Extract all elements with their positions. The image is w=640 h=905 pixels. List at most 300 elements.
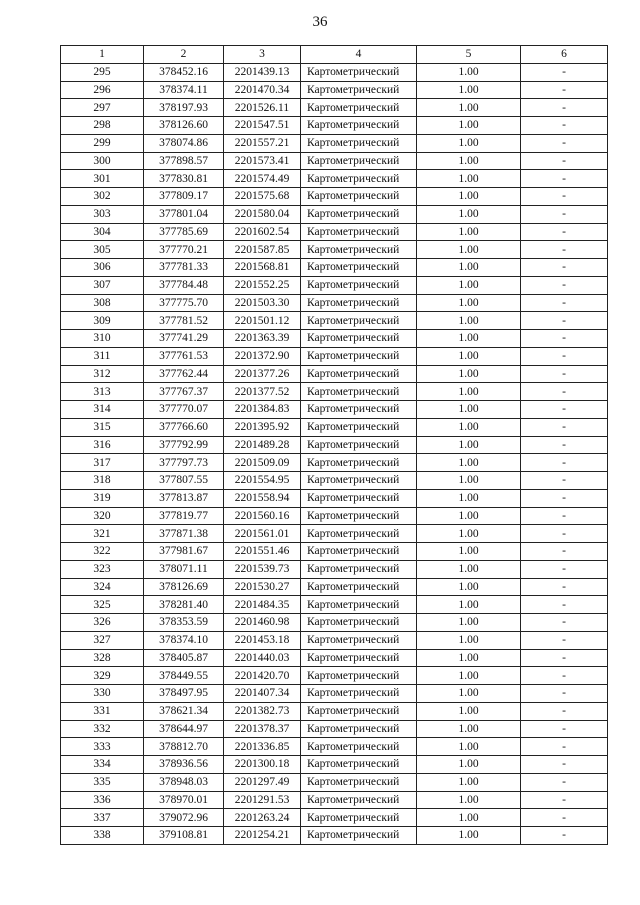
- y-coordinate-cell: 2201509.09: [224, 454, 301, 472]
- accuracy-cell: 1.00: [417, 205, 521, 223]
- note-cell: -: [521, 188, 608, 206]
- note-cell: -: [521, 117, 608, 135]
- method-cell: Картометрический: [301, 436, 417, 454]
- note-cell: -: [521, 720, 608, 738]
- accuracy-cell: 1.00: [417, 720, 521, 738]
- note-cell: -: [521, 631, 608, 649]
- point-number-cell: 311: [61, 347, 144, 365]
- method-cell: Картометрический: [301, 63, 417, 81]
- note-cell: -: [521, 472, 608, 490]
- point-number-cell: 297: [61, 99, 144, 117]
- method-cell: Картометрический: [301, 702, 417, 720]
- point-number-cell: 306: [61, 259, 144, 277]
- point-number-cell: 337: [61, 809, 144, 827]
- point-number-cell: 304: [61, 223, 144, 241]
- x-coordinate-cell: 378936.56: [144, 756, 224, 774]
- x-coordinate-cell: 378374.10: [144, 631, 224, 649]
- table-row: [61, 631, 608, 649]
- table-row: [61, 436, 608, 454]
- point-number-cell: 316: [61, 436, 144, 454]
- note-cell: -: [521, 685, 608, 703]
- point-number-cell: 298: [61, 117, 144, 135]
- point-number-cell: 299: [61, 134, 144, 152]
- table-row: [61, 152, 608, 170]
- point-number-cell: 317: [61, 454, 144, 472]
- column-header: 6: [521, 46, 608, 64]
- method-cell: Картометрический: [301, 241, 417, 259]
- point-number-cell: 310: [61, 330, 144, 348]
- y-coordinate-cell: 2201384.83: [224, 401, 301, 419]
- method-cell: Картометрический: [301, 401, 417, 419]
- point-number-cell: 295: [61, 63, 144, 81]
- accuracy-cell: 1.00: [417, 809, 521, 827]
- y-coordinate-cell: 2201574.49: [224, 170, 301, 188]
- point-number-cell: 321: [61, 525, 144, 543]
- x-coordinate-cell: 378812.70: [144, 738, 224, 756]
- note-cell: -: [521, 578, 608, 596]
- accuracy-cell: 1.00: [417, 241, 521, 259]
- point-number-cell: 296: [61, 81, 144, 99]
- x-coordinate-cell: 377807.55: [144, 472, 224, 490]
- table-row: [61, 134, 608, 152]
- method-cell: Картометрический: [301, 188, 417, 206]
- note-cell: -: [521, 401, 608, 419]
- y-coordinate-cell: 2201501.12: [224, 312, 301, 330]
- method-cell: Картометрический: [301, 383, 417, 401]
- method-cell: Картометрический: [301, 312, 417, 330]
- table-row: [61, 170, 608, 188]
- method-cell: Картометрический: [301, 614, 417, 632]
- table-row: [61, 560, 608, 578]
- method-cell: Картометрический: [301, 738, 417, 756]
- point-number-cell: 326: [61, 614, 144, 632]
- x-coordinate-cell: 377781.52: [144, 312, 224, 330]
- point-number-cell: 320: [61, 507, 144, 525]
- note-cell: -: [521, 330, 608, 348]
- column-header: 5: [417, 46, 521, 64]
- note-cell: -: [521, 809, 608, 827]
- accuracy-cell: 1.00: [417, 276, 521, 294]
- y-coordinate-cell: 2201300.18: [224, 756, 301, 774]
- x-coordinate-cell: 378074.86: [144, 134, 224, 152]
- accuracy-cell: 1.00: [417, 649, 521, 667]
- method-cell: Картометрический: [301, 596, 417, 614]
- note-cell: -: [521, 649, 608, 667]
- method-cell: Картометрический: [301, 667, 417, 685]
- method-cell: Картометрический: [301, 454, 417, 472]
- method-cell: Картометрический: [301, 827, 417, 845]
- table-row: [61, 667, 608, 685]
- y-coordinate-cell: 2201547.51: [224, 117, 301, 135]
- y-coordinate-cell: 2201551.46: [224, 543, 301, 561]
- y-coordinate-cell: 2201297.49: [224, 773, 301, 791]
- point-number-cell: 336: [61, 791, 144, 809]
- table-row: [61, 827, 608, 845]
- y-coordinate-cell: 2201526.11: [224, 99, 301, 117]
- x-coordinate-cell: 377819.77: [144, 507, 224, 525]
- point-number-cell: 318: [61, 472, 144, 490]
- y-coordinate-cell: 2201254.21: [224, 827, 301, 845]
- table-row: [61, 685, 608, 703]
- method-cell: Картометрический: [301, 205, 417, 223]
- y-coordinate-cell: 2201372.90: [224, 347, 301, 365]
- table-row: [61, 330, 608, 348]
- note-cell: -: [521, 241, 608, 259]
- note-cell: -: [521, 614, 608, 632]
- method-cell: Картометрический: [301, 791, 417, 809]
- table-row: [61, 489, 608, 507]
- point-number-cell: 334: [61, 756, 144, 774]
- y-coordinate-cell: 2201568.81: [224, 259, 301, 277]
- y-coordinate-cell: 2201377.52: [224, 383, 301, 401]
- note-cell: -: [521, 436, 608, 454]
- point-number-cell: 329: [61, 667, 144, 685]
- accuracy-cell: 1.00: [417, 223, 521, 241]
- method-cell: Картометрический: [301, 276, 417, 294]
- y-coordinate-cell: 2201573.41: [224, 152, 301, 170]
- accuracy-cell: 1.00: [417, 347, 521, 365]
- point-number-cell: 307: [61, 276, 144, 294]
- table-row: [61, 525, 608, 543]
- point-number-cell: 313: [61, 383, 144, 401]
- y-coordinate-cell: 2201336.85: [224, 738, 301, 756]
- accuracy-cell: 1.00: [417, 667, 521, 685]
- point-number-cell: 305: [61, 241, 144, 259]
- accuracy-cell: 1.00: [417, 152, 521, 170]
- method-cell: Картометрический: [301, 489, 417, 507]
- method-cell: Картометрический: [301, 418, 417, 436]
- note-cell: -: [521, 827, 608, 845]
- accuracy-cell: 1.00: [417, 330, 521, 348]
- x-coordinate-cell: 377792.99: [144, 436, 224, 454]
- method-cell: Картометрический: [301, 685, 417, 703]
- table-header-row: [61, 46, 608, 64]
- x-coordinate-cell: 379072.96: [144, 809, 224, 827]
- x-coordinate-cell: 377981.67: [144, 543, 224, 561]
- x-coordinate-cell: 377767.37: [144, 383, 224, 401]
- method-cell: Картометрический: [301, 472, 417, 490]
- x-coordinate-cell: 378281.40: [144, 596, 224, 614]
- table-row: [61, 809, 608, 827]
- y-coordinate-cell: 2201530.27: [224, 578, 301, 596]
- table-row: [61, 472, 608, 490]
- y-coordinate-cell: 2201420.70: [224, 667, 301, 685]
- accuracy-cell: 1.00: [417, 560, 521, 578]
- x-coordinate-cell: 377775.70: [144, 294, 224, 312]
- point-number-cell: 301: [61, 170, 144, 188]
- accuracy-cell: 1.00: [417, 383, 521, 401]
- y-coordinate-cell: 2201291.53: [224, 791, 301, 809]
- note-cell: -: [521, 170, 608, 188]
- table-row: [61, 756, 608, 774]
- y-coordinate-cell: 2201558.94: [224, 489, 301, 507]
- table-row: [61, 117, 608, 135]
- x-coordinate-cell: 379108.81: [144, 827, 224, 845]
- method-cell: Картометрический: [301, 99, 417, 117]
- point-number-cell: 324: [61, 578, 144, 596]
- x-coordinate-cell: 377797.73: [144, 454, 224, 472]
- accuracy-cell: 1.00: [417, 543, 521, 561]
- y-coordinate-cell: 2201453.18: [224, 631, 301, 649]
- point-number-cell: 312: [61, 365, 144, 383]
- y-coordinate-cell: 2201557.21: [224, 134, 301, 152]
- table-row: [61, 454, 608, 472]
- table-row: [61, 543, 608, 561]
- x-coordinate-cell: 378497.95: [144, 685, 224, 703]
- y-coordinate-cell: 2201503.30: [224, 294, 301, 312]
- point-number-cell: 328: [61, 649, 144, 667]
- point-number-cell: 302: [61, 188, 144, 206]
- note-cell: -: [521, 223, 608, 241]
- y-coordinate-cell: 2201575.68: [224, 188, 301, 206]
- method-cell: Картометрический: [301, 347, 417, 365]
- note-cell: -: [521, 507, 608, 525]
- table-row: [61, 702, 608, 720]
- method-cell: Картометрический: [301, 294, 417, 312]
- x-coordinate-cell: 378126.69: [144, 578, 224, 596]
- point-number-cell: 335: [61, 773, 144, 791]
- method-cell: Картометрический: [301, 330, 417, 348]
- x-coordinate-cell: 378126.60: [144, 117, 224, 135]
- point-number-cell: 303: [61, 205, 144, 223]
- point-number-cell: 330: [61, 685, 144, 703]
- x-coordinate-cell: 378353.59: [144, 614, 224, 632]
- method-cell: Картометрический: [301, 525, 417, 543]
- accuracy-cell: 1.00: [417, 791, 521, 809]
- table-row: [61, 649, 608, 667]
- accuracy-cell: 1.00: [417, 756, 521, 774]
- table-row: [61, 188, 608, 206]
- column-header: 4: [301, 46, 417, 64]
- note-cell: -: [521, 365, 608, 383]
- point-number-cell: 314: [61, 401, 144, 419]
- point-number-cell: 323: [61, 560, 144, 578]
- point-number-cell: 319: [61, 489, 144, 507]
- method-cell: Картометрический: [301, 578, 417, 596]
- method-cell: Картометрический: [301, 152, 417, 170]
- x-coordinate-cell: 377781.33: [144, 259, 224, 277]
- y-coordinate-cell: 2201440.03: [224, 649, 301, 667]
- accuracy-cell: 1.00: [417, 738, 521, 756]
- accuracy-cell: 1.00: [417, 436, 521, 454]
- table-row: [61, 578, 608, 596]
- x-coordinate-cell: 378644.97: [144, 720, 224, 738]
- x-coordinate-cell: 378970.01: [144, 791, 224, 809]
- method-cell: Картометрический: [301, 134, 417, 152]
- point-number-cell: 308: [61, 294, 144, 312]
- x-coordinate-cell: 377741.29: [144, 330, 224, 348]
- point-number-cell: 338: [61, 827, 144, 845]
- point-number-cell: 309: [61, 312, 144, 330]
- method-cell: Картометрический: [301, 117, 417, 135]
- y-coordinate-cell: 2201554.95: [224, 472, 301, 490]
- note-cell: -: [521, 312, 608, 330]
- note-cell: -: [521, 259, 608, 277]
- method-cell: Картометрический: [301, 756, 417, 774]
- note-cell: -: [521, 543, 608, 561]
- table-row: [61, 312, 608, 330]
- accuracy-cell: 1.00: [417, 827, 521, 845]
- note-cell: -: [521, 596, 608, 614]
- method-cell: Картометрический: [301, 773, 417, 791]
- accuracy-cell: 1.00: [417, 702, 521, 720]
- accuracy-cell: 1.00: [417, 472, 521, 490]
- method-cell: Картометрический: [301, 259, 417, 277]
- note-cell: -: [521, 294, 608, 312]
- column-header: 3: [224, 46, 301, 64]
- accuracy-cell: 1.00: [417, 631, 521, 649]
- column-header: 1: [61, 46, 144, 64]
- y-coordinate-cell: 2201439.13: [224, 63, 301, 81]
- accuracy-cell: 1.00: [417, 259, 521, 277]
- accuracy-cell: 1.00: [417, 525, 521, 543]
- table-row: [61, 259, 608, 277]
- note-cell: -: [521, 454, 608, 472]
- x-coordinate-cell: 378405.87: [144, 649, 224, 667]
- table-row: [61, 773, 608, 791]
- table-row: [61, 614, 608, 632]
- x-coordinate-cell: 377830.81: [144, 170, 224, 188]
- y-coordinate-cell: 2201382.73: [224, 702, 301, 720]
- x-coordinate-cell: 378452.16: [144, 63, 224, 81]
- y-coordinate-cell: 2201263.24: [224, 809, 301, 827]
- table-row: [61, 738, 608, 756]
- accuracy-cell: 1.00: [417, 418, 521, 436]
- x-coordinate-cell: 378197.93: [144, 99, 224, 117]
- table-row: [61, 365, 608, 383]
- y-coordinate-cell: 2201539.73: [224, 560, 301, 578]
- note-cell: -: [521, 560, 608, 578]
- y-coordinate-cell: 2201460.98: [224, 614, 301, 632]
- point-number-cell: 331: [61, 702, 144, 720]
- note-cell: -: [521, 383, 608, 401]
- method-cell: Картометрический: [301, 170, 417, 188]
- method-cell: Картометрический: [301, 543, 417, 561]
- point-number-cell: 300: [61, 152, 144, 170]
- table-row: [61, 63, 608, 81]
- x-coordinate-cell: 378071.11: [144, 560, 224, 578]
- accuracy-cell: 1.00: [417, 312, 521, 330]
- note-cell: -: [521, 134, 608, 152]
- note-cell: -: [521, 525, 608, 543]
- note-cell: -: [521, 347, 608, 365]
- point-number-cell: 315: [61, 418, 144, 436]
- table-row: [61, 347, 608, 365]
- x-coordinate-cell: 377762.44: [144, 365, 224, 383]
- table-row: [61, 241, 608, 259]
- x-coordinate-cell: 377770.21: [144, 241, 224, 259]
- note-cell: -: [521, 81, 608, 99]
- point-number-cell: 327: [61, 631, 144, 649]
- accuracy-cell: 1.00: [417, 170, 521, 188]
- x-coordinate-cell: 377871.38: [144, 525, 224, 543]
- accuracy-cell: 1.00: [417, 294, 521, 312]
- note-cell: -: [521, 205, 608, 223]
- accuracy-cell: 1.00: [417, 81, 521, 99]
- point-number-cell: 322: [61, 543, 144, 561]
- x-coordinate-cell: 377809.17: [144, 188, 224, 206]
- x-coordinate-cell: 378374.11: [144, 81, 224, 99]
- method-cell: Картометрический: [301, 507, 417, 525]
- accuracy-cell: 1.00: [417, 99, 521, 117]
- method-cell: Картометрический: [301, 720, 417, 738]
- point-number-cell: 325: [61, 596, 144, 614]
- note-cell: -: [521, 756, 608, 774]
- method-cell: Картометрический: [301, 560, 417, 578]
- table-row: [61, 81, 608, 99]
- y-coordinate-cell: 2201378.37: [224, 720, 301, 738]
- accuracy-cell: 1.00: [417, 596, 521, 614]
- method-cell: Картометрический: [301, 223, 417, 241]
- y-coordinate-cell: 2201560.16: [224, 507, 301, 525]
- y-coordinate-cell: 2201377.26: [224, 365, 301, 383]
- method-cell: Картометрический: [301, 631, 417, 649]
- x-coordinate-cell: 377785.69: [144, 223, 224, 241]
- y-coordinate-cell: 2201580.04: [224, 205, 301, 223]
- accuracy-cell: 1.00: [417, 134, 521, 152]
- accuracy-cell: 1.00: [417, 489, 521, 507]
- method-cell: Картометрический: [301, 365, 417, 383]
- accuracy-cell: 1.00: [417, 507, 521, 525]
- accuracy-cell: 1.00: [417, 188, 521, 206]
- coordinates-table: [60, 45, 608, 845]
- accuracy-cell: 1.00: [417, 401, 521, 419]
- method-cell: Картометрический: [301, 649, 417, 667]
- y-coordinate-cell: 2201407.34: [224, 685, 301, 703]
- y-coordinate-cell: 2201552.25: [224, 276, 301, 294]
- note-cell: -: [521, 667, 608, 685]
- x-coordinate-cell: 377801.04: [144, 205, 224, 223]
- y-coordinate-cell: 2201470.34: [224, 81, 301, 99]
- table-row: [61, 99, 608, 117]
- table-row: [61, 294, 608, 312]
- y-coordinate-cell: 2201489.28: [224, 436, 301, 454]
- column-header: 2: [144, 46, 224, 64]
- x-coordinate-cell: 378621.34: [144, 702, 224, 720]
- note-cell: -: [521, 418, 608, 436]
- x-coordinate-cell: 377766.60: [144, 418, 224, 436]
- y-coordinate-cell: 2201561.01: [224, 525, 301, 543]
- note-cell: -: [521, 773, 608, 791]
- point-number-cell: 332: [61, 720, 144, 738]
- table-row: [61, 205, 608, 223]
- x-coordinate-cell: 377784.48: [144, 276, 224, 294]
- y-coordinate-cell: 2201363.39: [224, 330, 301, 348]
- method-cell: Картометрический: [301, 809, 417, 827]
- table-row: [61, 383, 608, 401]
- x-coordinate-cell: 378948.03: [144, 773, 224, 791]
- table-row: [61, 507, 608, 525]
- y-coordinate-cell: 2201484.35: [224, 596, 301, 614]
- x-coordinate-cell: 377770.07: [144, 401, 224, 419]
- accuracy-cell: 1.00: [417, 578, 521, 596]
- method-cell: Картометрический: [301, 81, 417, 99]
- accuracy-cell: 1.00: [417, 614, 521, 632]
- accuracy-cell: 1.00: [417, 685, 521, 703]
- note-cell: -: [521, 63, 608, 81]
- table-row: [61, 791, 608, 809]
- table-row: [61, 401, 608, 419]
- note-cell: -: [521, 489, 608, 507]
- note-cell: -: [521, 276, 608, 294]
- y-coordinate-cell: 2201587.85: [224, 241, 301, 259]
- table-row: [61, 720, 608, 738]
- note-cell: -: [521, 152, 608, 170]
- x-coordinate-cell: 377761.53: [144, 347, 224, 365]
- accuracy-cell: 1.00: [417, 365, 521, 383]
- note-cell: -: [521, 791, 608, 809]
- note-cell: -: [521, 99, 608, 117]
